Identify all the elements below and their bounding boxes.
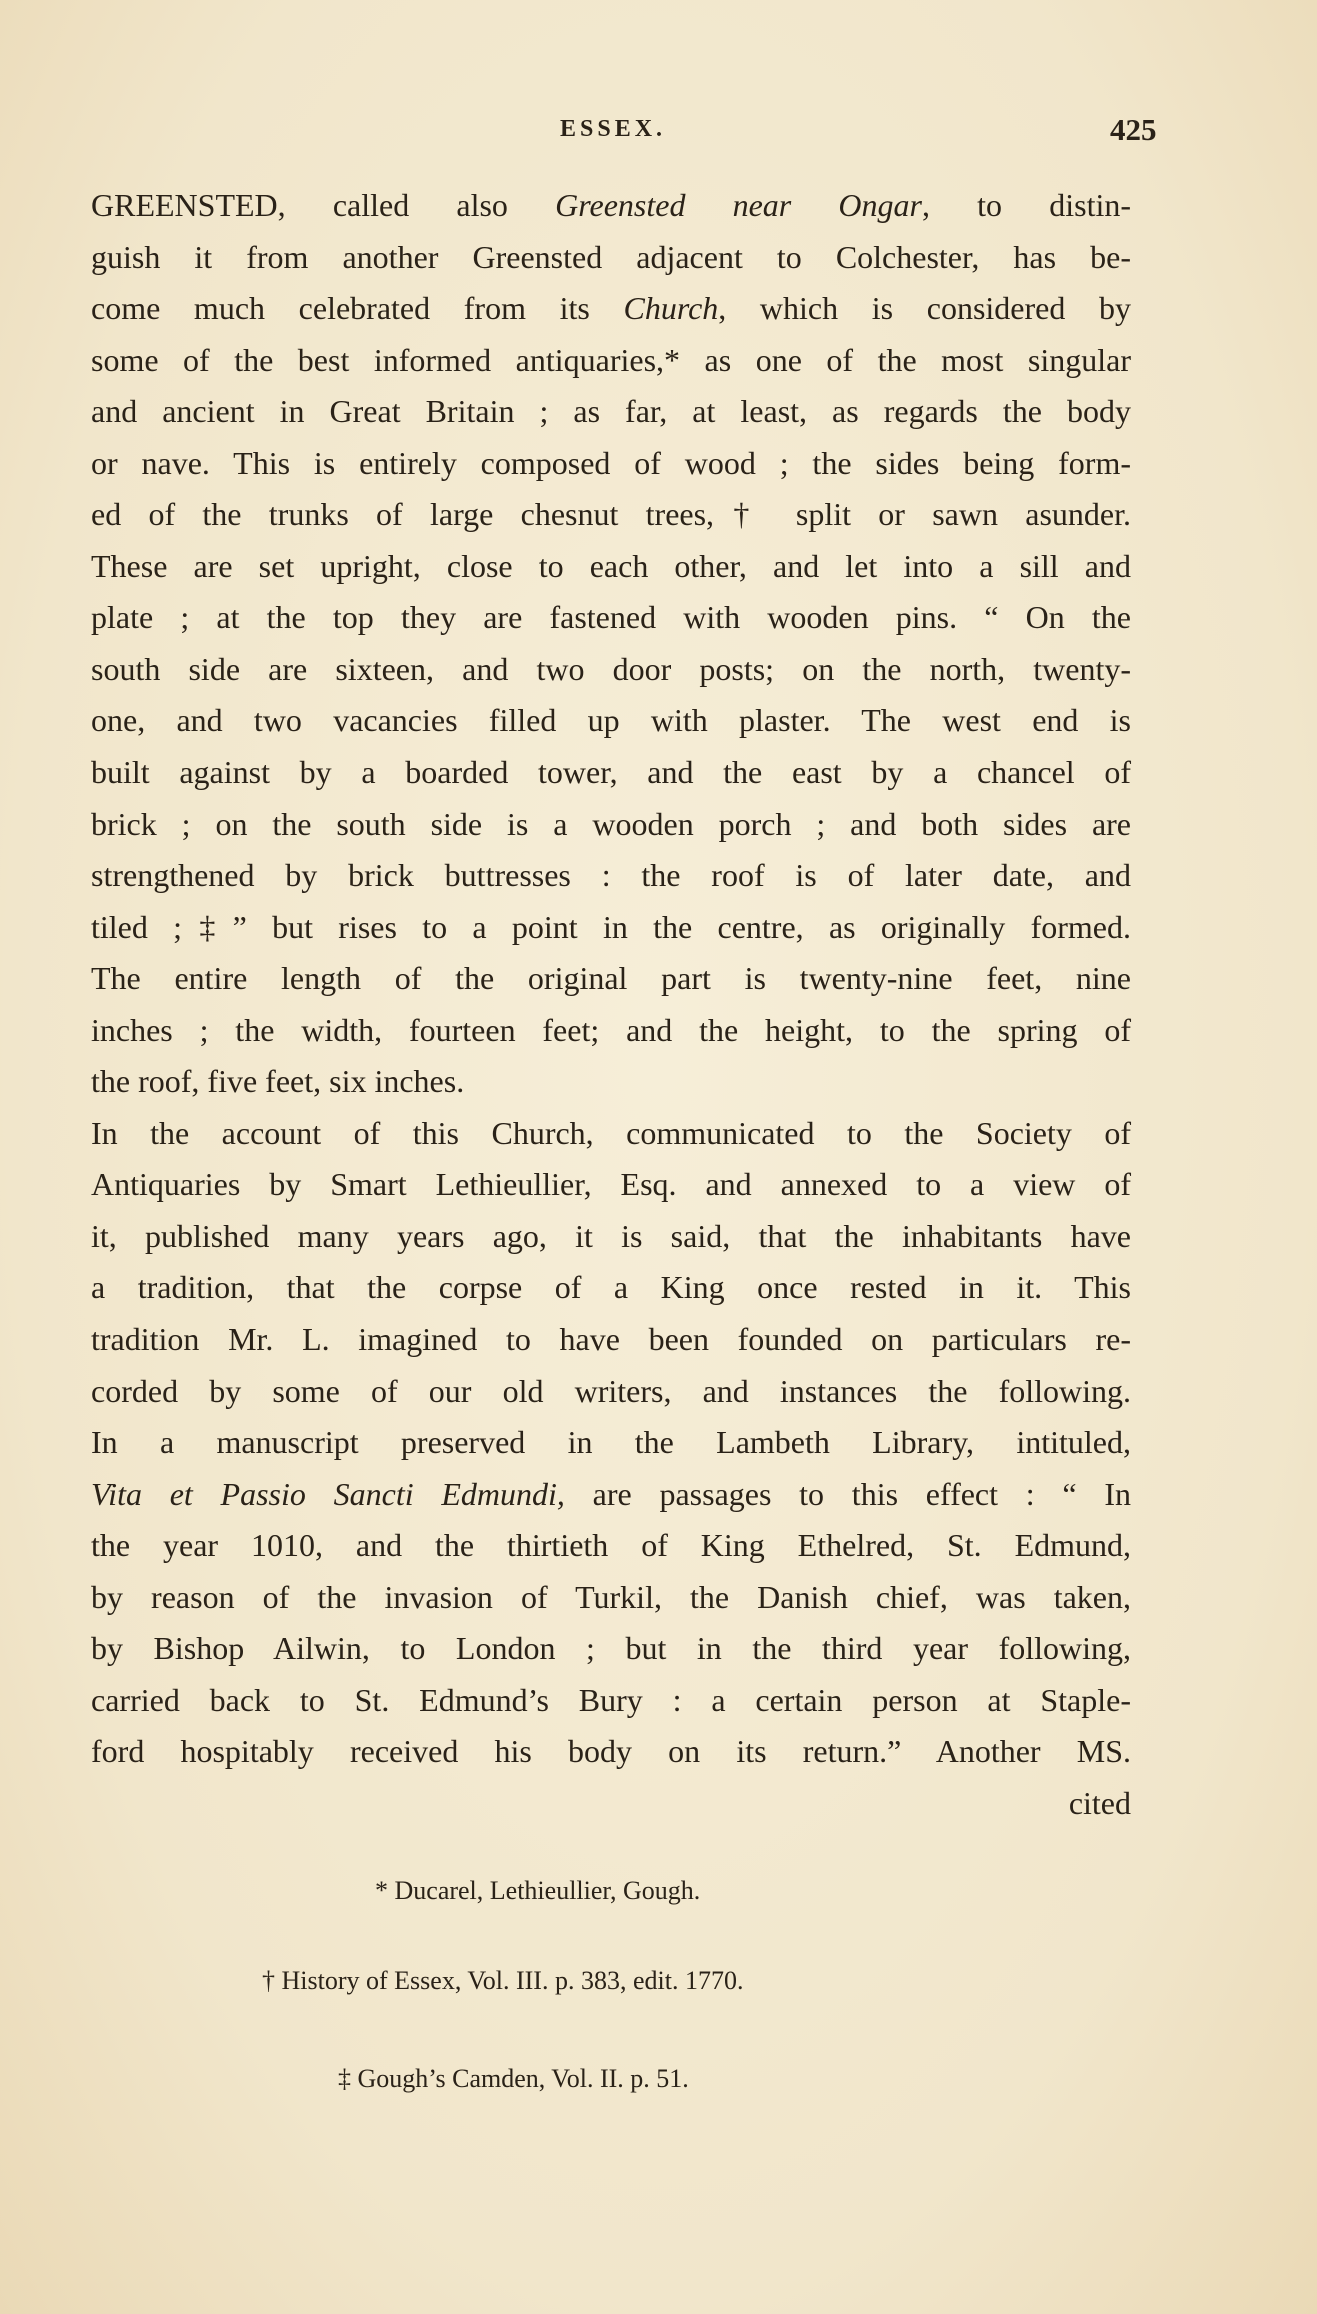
text-line: it, published many years ago, it is said, that the inhabitants have <box>91 1217 1131 1254</box>
page-number: 425 <box>1110 112 1157 147</box>
text-line: by Bishop Ailwin, to London ; but in the third year following, <box>91 1630 1131 1667</box>
text-line: inches ; the width, fourteen feet; and the height, to the spring of <box>91 1011 1131 1048</box>
text-line: Vita et Passio Sancti Edmundi, are passages to this effect : “ In <box>91 1475 1132 1512</box>
text-line: GREENSTED, called also Greensted near Ongar, to distin- <box>91 187 1132 223</box>
text-line: built against by a boarded tower, and the east by a chancel of <box>91 754 1131 791</box>
text-line: one, and two vacancies filled up with plaster. The west end is <box>91 702 1131 739</box>
text-line: brick ; on the south side is a wooden porch ; and both sides are <box>91 805 1131 842</box>
text-line: come much celebrated from its Church, which is considered by <box>91 290 1132 327</box>
footnote-1: * Ducarel, Lethieullier, Gough. <box>375 1876 701 1905</box>
text-line: south side are sixteen, and two door posts; on the north, twenty- <box>91 650 1131 687</box>
text-line: or nave. This is entirely composed of wood ; the sides being form- <box>91 444 1131 481</box>
text-line: the year 1010, and the thirtieth of King Ethelred, St. Edmund, <box>91 1527 1131 1564</box>
footnote-2: † History of Essex, Vol. III. p. 383, edit. 1770. <box>262 1966 744 1995</box>
running-head <box>0 112 1317 152</box>
text-line: tradition Mr. L. imagined to have been founded on particulars re- <box>91 1321 1131 1358</box>
text-line: the roof, five feet, six inches. <box>91 1063 465 1100</box>
text-line: Antiquaries by Smart Lethieullier, Esq. and annexed to a view of <box>91 1166 1131 1203</box>
running-title: ESSEX. <box>560 116 667 142</box>
text-line: These are set upright, close to each other, and let into a sill and <box>91 547 1131 584</box>
text-line: guish it from another Greensted adjacent to Colchester, has be- <box>91 238 1131 275</box>
footnote-3: ‡ Gough’s Camden, Vol. II. p. 51. <box>338 2064 689 2093</box>
text-line: plate ; at the top they are fastened with wooden pins. “ On the <box>91 599 1131 636</box>
text-line: and ancient in Great Britain ; as far, at least, as regards the body <box>91 393 1131 430</box>
text-line: a tradition, that the corpse of a King once rested in it. This <box>91 1269 1131 1306</box>
text-line: tiled ;‡” but rises to a point in the centre, as originally formed. <box>91 908 1131 945</box>
text-line: ford hospitably received his body on its return.” Another MS. <box>91 1733 1131 1770</box>
text-line: In the account of this Church, communicated to the Society of <box>91 1114 1131 1151</box>
text-line: The entire length of the original part is twenty-nine feet, nine <box>91 960 1131 997</box>
text-line: some of the best informed antiquaries,* as one of the most singular <box>91 341 1131 378</box>
text-line: strengthened by brick buttresses : the roof is of later date, and <box>91 857 1131 894</box>
text-line: corded by some of our old writers, and instances the following. <box>91 1372 1131 1409</box>
catchword: cited <box>1068 1784 1131 1821</box>
text-line: carried back to St. Edmund’s Bury : a certain person at Staple- <box>91 1681 1131 1718</box>
body-text <box>91 180 1131 1830</box>
text-line: In a manuscript preserved in the Lambeth Library, intituled, <box>91 1424 1131 1461</box>
text-line: ed of the trunks of large chesnut trees,† split or sawn asunder. <box>91 496 1131 533</box>
text-line: by reason of the invasion of Turkil, the Danish chief, was taken, <box>91 1578 1131 1615</box>
